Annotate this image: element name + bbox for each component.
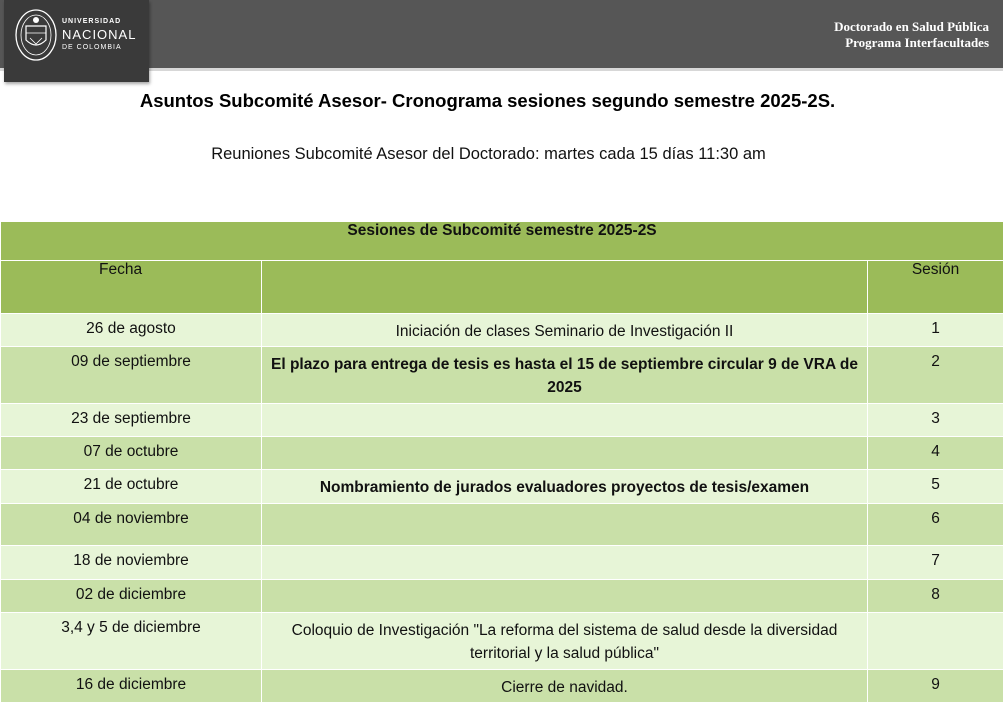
- cell-description: [262, 546, 868, 580]
- table-row: [1, 670, 1003, 703]
- cell-sesion: 4: [868, 437, 1003, 470]
- cell-fecha: 26 de agosto: [1, 314, 262, 347]
- page-subtitle: Reuniones Subcomité Asesor del Doctorado: martes cada 15 días 11:30 am: [211, 145, 766, 163]
- program-line-2: Programa Interfacultades: [845, 35, 989, 50]
- cell-sesion: 7: [868, 546, 1003, 580]
- cell-fecha: 04 de noviembre: [1, 504, 262, 546]
- cell-description: Coloquio de Investigación "La reforma del sistema de salud desde la diversidad territorial y la salud pública": [262, 613, 868, 670]
- cell-description: El plazo para entrega de tesis es hasta el 15 de septiembre circular 9 de VRA de 2025: [262, 347, 868, 404]
- cell-description: [262, 580, 868, 613]
- cell-sesion: 5: [868, 470, 1003, 504]
- table-row: [1, 546, 1003, 580]
- logo-line-2: NACIONAL: [62, 27, 137, 42]
- table-row: [1, 404, 1003, 437]
- cell-fecha: 21 de octubre: [1, 470, 262, 504]
- cell-fecha: 18 de noviembre: [1, 546, 262, 580]
- cell-sesion: 1: [868, 314, 1003, 347]
- column-header-sesion: Sesión: [868, 261, 1003, 314]
- page-title: Asuntos Subcomité Asesor- Cronograma sesiones segundo semestre 2025-2S.: [139, 90, 836, 111]
- column-header-fecha: Fecha: [1, 261, 262, 314]
- program-name: [834, 19, 989, 51]
- cell-fecha: 09 de septiembre: [1, 347, 262, 404]
- table-row: [1, 437, 1003, 470]
- cell-description: Cierre de navidad.: [262, 670, 868, 703]
- header-divider: [0, 68, 1003, 71]
- schedule-table: [0, 221, 1003, 703]
- program-line-1: Doctorado en Salud Pública: [834, 19, 989, 34]
- university-logo: [4, 0, 149, 82]
- cell-fecha: 07 de octubre: [1, 437, 262, 470]
- cell-sesion: 6: [868, 504, 1003, 546]
- cell-fecha: 16 de diciembre: [1, 670, 262, 703]
- table-row: [1, 504, 1003, 546]
- logo-line-1: UNIVERSIDAD: [62, 18, 122, 25]
- university-seal-icon: [14, 8, 58, 62]
- cell-description: Iniciación de clases Seminario de Investigación II: [262, 314, 868, 347]
- table-row: [1, 314, 1003, 347]
- cell-fecha: 23 de septiembre: [1, 404, 262, 437]
- cell-description: [262, 404, 868, 437]
- table-row: [1, 470, 1003, 504]
- table-row: [1, 613, 1003, 670]
- column-header-description: [262, 261, 868, 314]
- cell-fecha: 3,4 y 5 de diciembre: [1, 613, 262, 670]
- cell-sesion: 2: [868, 347, 1003, 404]
- cell-fecha: 02 de diciembre: [1, 580, 262, 613]
- table-caption: Sesiones de Subcomité semestre 2025-2S: [1, 222, 1003, 261]
- table-row: [1, 347, 1003, 404]
- table-row: [1, 580, 1003, 613]
- cell-description: [262, 437, 868, 470]
- cell-sesion: 3: [868, 404, 1003, 437]
- cell-description: Nombramiento de jurados evaluadores proyectos de tesis/examen: [262, 470, 868, 504]
- cell-sesion: 8: [868, 580, 1003, 613]
- university-name: [62, 18, 136, 51]
- logo-line-3: DE COLOMBIA: [62, 44, 122, 51]
- cell-description: [262, 504, 868, 546]
- cell-sesion: [868, 613, 1003, 670]
- cell-sesion: 9: [868, 670, 1003, 703]
